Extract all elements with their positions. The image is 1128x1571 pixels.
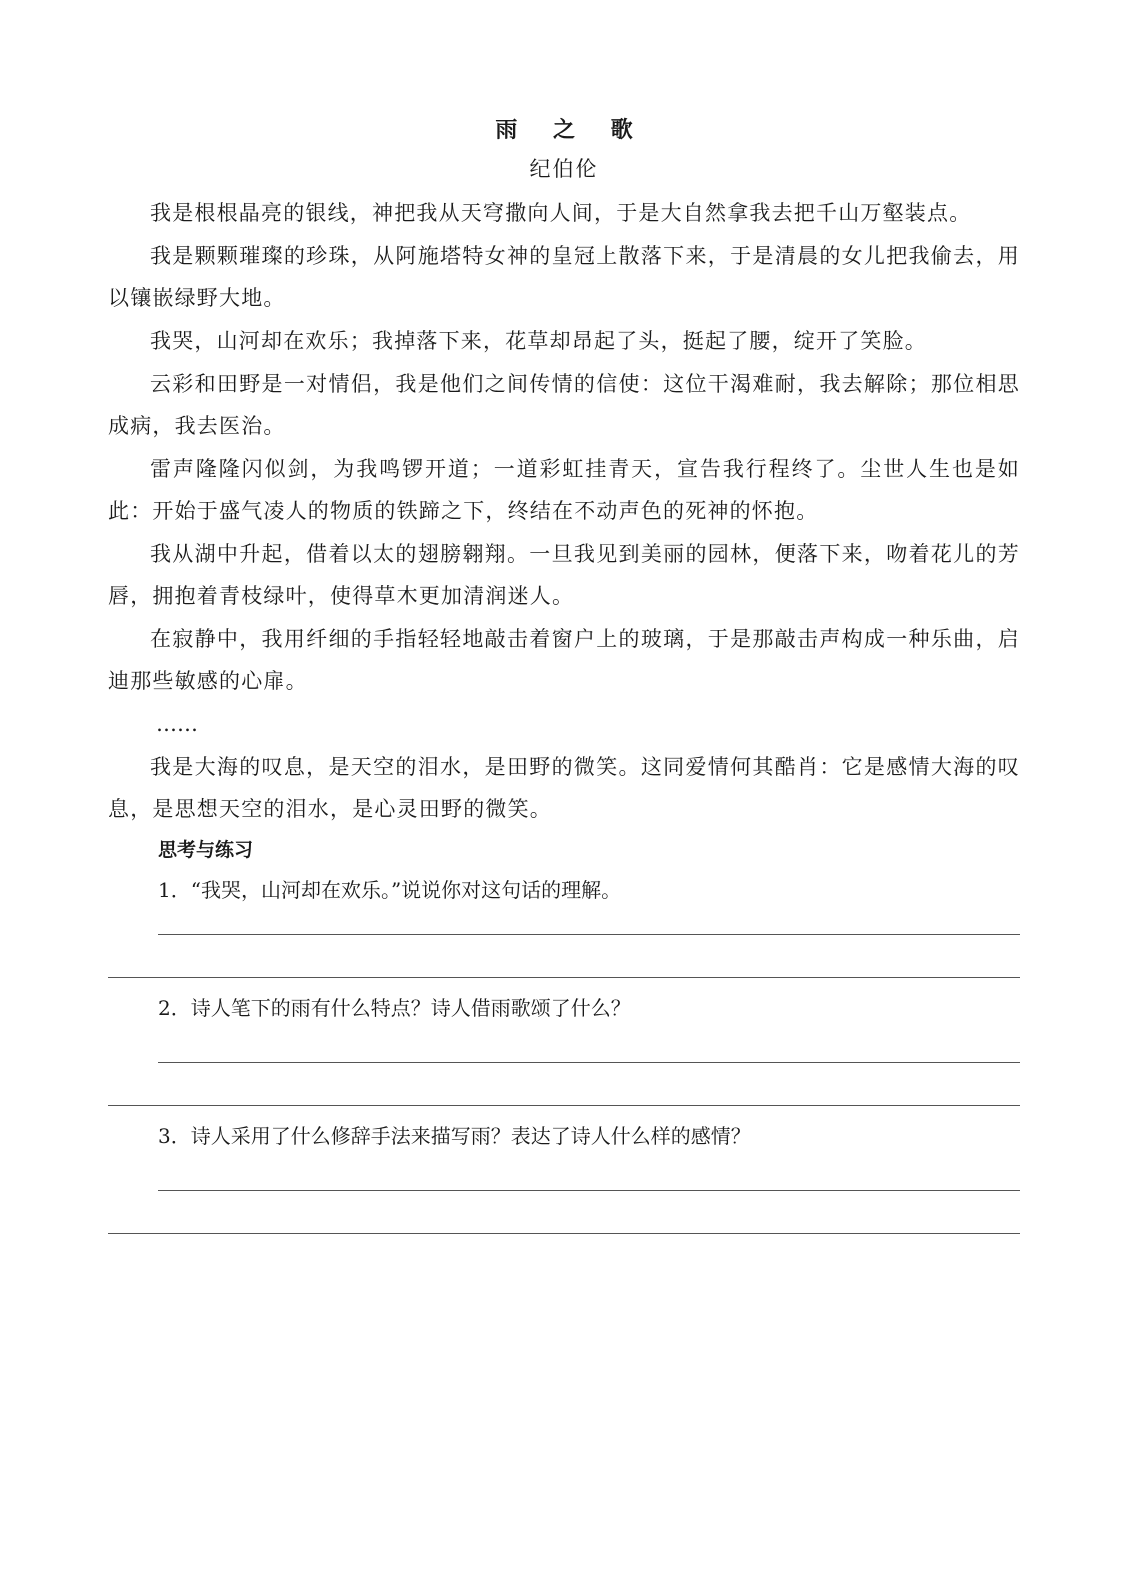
poem-paragraph-4: 云彩和田野是一对情侣，我是他们之间传情的信使：这位干渴难耐，我去解除；那位相思成病，我去医治。 <box>108 372 1020 438</box>
poem-closing-paragraph: 我是大海的叹息，是天空的泪水，是田野的微笑。这同爱情何其酷肖：它是感情大海的叹息，是思想天空的泪水，是心灵田野的微笑。 <box>108 755 1020 821</box>
question-1: 1．“我哭，山河却在欢乐。”说说你对这句话的理解。 <box>158 878 622 902</box>
poem-title: 雨 之 歌 <box>495 118 647 143</box>
answer-line[interactable] <box>108 977 1020 978</box>
poem-author: 纪伯伦 <box>529 157 599 181</box>
question-block-1 <box>108 872 1020 978</box>
question-3: 3．诗人采用了什么修辞手法来描写雨？表达了诗人什么样的感情？ <box>158 1124 751 1148</box>
answer-line[interactable] <box>108 1233 1020 1234</box>
poem-paragraph-3: 我哭，山河却在欢乐；我掉落下来，花草却昂起了头，挺起了腰，绽开了笑脸。 <box>150 329 927 353</box>
poem-paragraph-1: 我是根根晶亮的银线，神把我从天穹撒向人间，于是大自然拿我去把千山万壑装点。 <box>150 201 972 225</box>
poem-paragraph-7: 在寂静中，我用纤细的手指轻轻地敲击着窗户上的玻璃，于是那敲击声构成一种乐曲，启迪那些敏感的心扉。 <box>108 627 1020 693</box>
exercises-heading: 思考与练习 <box>158 839 254 861</box>
poem-ellipsis: …… <box>156 712 198 736</box>
answer-line[interactable] <box>158 1062 1020 1063</box>
worksheet-page <box>108 112 1020 1234</box>
poem-paragraph-5: 雷声隆隆闪似剑，为我鸣锣开道；一道彩虹挂青天，宣告我行程终了。尘世人生也是如此：开始于盛气凌人的物质的铁蹄之下，终结在不动声色的死神的怀抱。 <box>108 457 1020 523</box>
poem-paragraph-6: 我从湖中升起，借着以太的翅膀翱翔。一旦我见到美丽的园林，便落下来，吻着花儿的芳唇，拥抱着青枝绿叶，使得草木更加清润迷人。 <box>108 542 1020 608</box>
answer-line[interactable] <box>158 1190 1020 1191</box>
question-block-2 <box>108 990 1020 1106</box>
answer-line[interactable] <box>158 934 1020 935</box>
poem-paragraph-2: 我是颗颗璀璨的珍珠，从阿施塔特女神的皇冠上散落下来，于是清晨的女儿把我偷去，用以镶嵌绿野大地。 <box>108 244 1020 310</box>
answer-line[interactable] <box>108 1105 1020 1106</box>
question-block-3 <box>108 1118 1020 1234</box>
question-2: 2．诗人笔下的雨有什么特点？诗人借雨歌颂了什么？ <box>158 996 631 1020</box>
